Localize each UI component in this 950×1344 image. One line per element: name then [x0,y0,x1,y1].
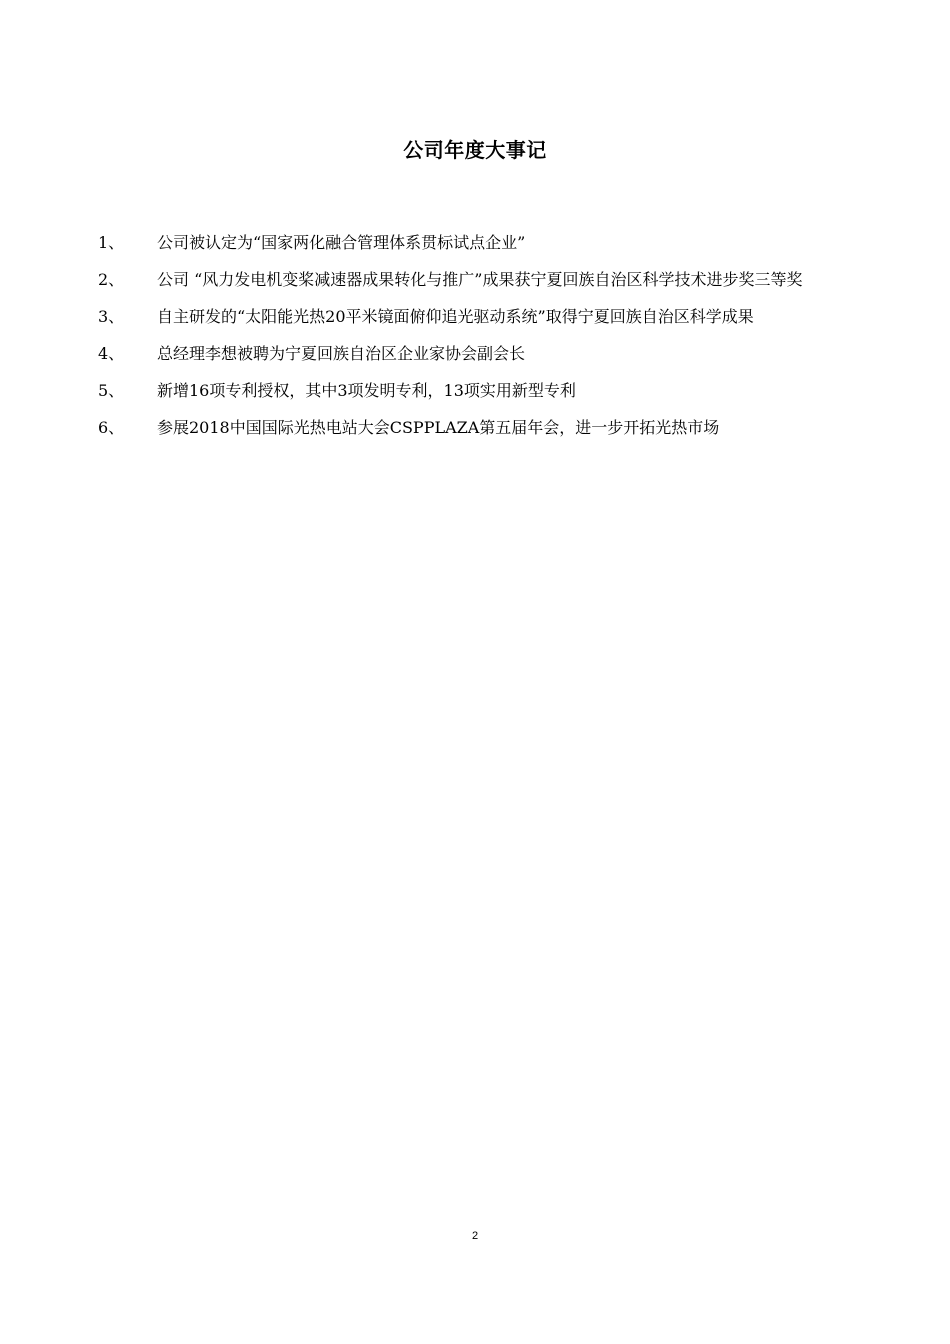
page-title: 公司年度大事记 [403,138,547,162]
event-item [98,335,858,372]
event-list [98,224,858,446]
event-text: 公司 “风力发电机变桨减速器成果转化与推广”成果获宁夏回族自治区科学技术进步奖三等奖 [157,270,803,289]
event-text: 参展2018中国国际光热电站大会CSPPLAZA第五届年会，进一步开拓光热市场 [157,418,720,437]
event-item [98,298,858,335]
event-number: 5、 [98,381,125,400]
event-text: 新增16项专利授权，其中3项发明专利，13项实用新型专利 [157,381,576,400]
event-text: 总经理李想被聘为宁夏回族自治区企业家协会副会长 [157,344,526,363]
event-item [98,372,858,409]
page-number: 2 [471,1230,479,1242]
event-number: 1、 [98,233,125,252]
event-number: 3、 [98,307,125,326]
event-item [98,224,858,261]
event-item [98,409,858,446]
event-item [98,261,858,298]
event-text: 公司被认定为“国家两化融合管理体系贯标试点企业” [157,233,526,252]
event-text: 自主研发的“太阳能光热20平米镜面俯仰追光驱动系统”取得宁夏回族自治区科学成果 [157,307,754,326]
event-number: 4、 [98,344,125,363]
event-number: 6、 [98,418,125,437]
event-number: 2、 [98,270,125,289]
